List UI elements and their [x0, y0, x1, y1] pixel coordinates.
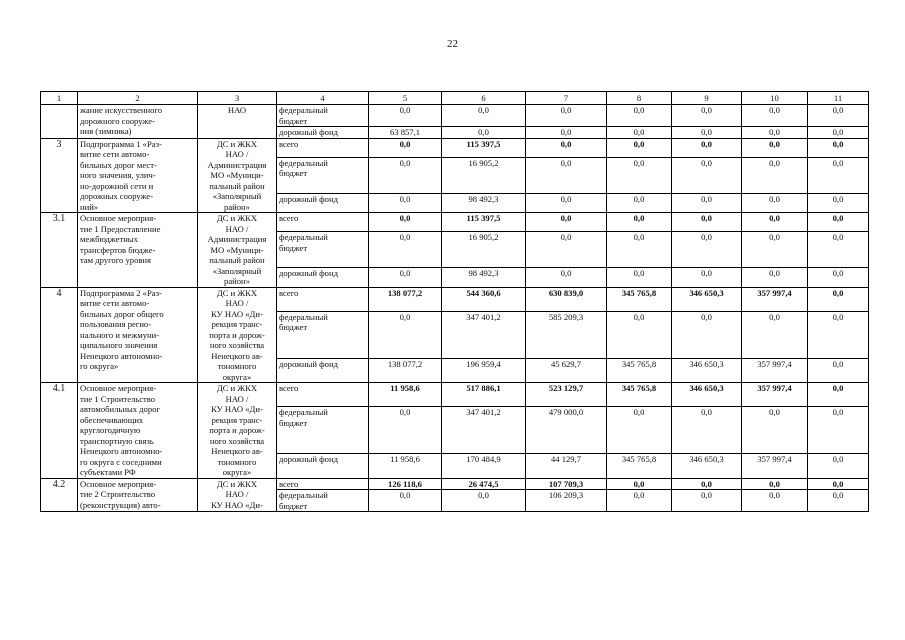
column-header-3: 3	[198, 92, 277, 105]
amount-cell: 0,0	[607, 127, 672, 139]
funding-source: федеральный бюджет	[277, 232, 369, 268]
amount-cell: 0,0	[742, 268, 808, 287]
amount-cell: 0,0	[607, 232, 672, 268]
column-header-10: 10	[742, 92, 808, 105]
funding-source: дорожный фонд	[277, 454, 369, 478]
amount-cell: 544 360,6	[442, 287, 526, 311]
amount-cell: 0,0	[672, 490, 742, 512]
amount-cell: 0,0	[742, 232, 808, 268]
page-number: 22	[447, 38, 458, 50]
funding-source: всего	[277, 478, 369, 490]
amount-cell: 346 650,3	[672, 358, 742, 382]
amount-cell: 0,0	[742, 478, 808, 490]
amount-cell: 0,0	[607, 407, 672, 454]
amount-cell: 0,0	[672, 311, 742, 358]
amount-cell: 63 857,1	[369, 127, 442, 139]
column-header-9: 9	[672, 92, 742, 105]
amount-cell: 346 650,3	[672, 287, 742, 311]
amount-cell: 107 709,3	[526, 478, 607, 490]
funding-source: дорожный фонд	[277, 358, 369, 382]
amount-cell: 0,0	[369, 193, 442, 212]
amount-cell: 0,0	[672, 157, 742, 193]
amount-cell: 0,0	[607, 193, 672, 212]
amount-cell: 345 765,8	[607, 383, 672, 407]
amount-cell: 0,0	[369, 311, 442, 358]
row-number: 3	[41, 138, 78, 213]
activity-name-text: Подпрограмма 1 «Раз- витие сети автомо- бильных дорог мест- ного значения, улич- но-дорожной сети и дорожных сооруже- ний»	[80, 138, 162, 212]
amount-cell: 138 077,2	[369, 287, 442, 311]
amount-cell: 196 959,4	[442, 358, 526, 382]
amount-cell: 357 997,4	[742, 287, 808, 311]
responsible-executor-text: НАО	[227, 105, 247, 115]
amount-cell: 0,0	[607, 478, 672, 490]
amount-cell: 523 129,7	[526, 383, 607, 407]
amount-cell: 0,0	[526, 193, 607, 212]
activity-name	[78, 478, 198, 512]
amount-cell: 0,0	[526, 213, 607, 232]
amount-cell: 0,0	[369, 157, 442, 193]
funding-source: дорожный фонд	[277, 193, 369, 212]
amount-cell: 138 077,2	[369, 358, 442, 382]
funding-source: федеральный бюджет	[277, 105, 369, 127]
activity-name-text: Основное мероприя- тие 2 Строительство (реконструкция) авто-	[80, 478, 161, 510]
amount-cell: 0,0	[672, 268, 742, 287]
amount-cell: 16 905,2	[442, 232, 526, 268]
amount-cell: 0,0	[808, 407, 869, 454]
amount-cell: 585 209,3	[526, 311, 607, 358]
row-number: 4.2	[41, 478, 78, 512]
amount-cell: 0,0	[607, 138, 672, 157]
activity-name	[78, 105, 198, 139]
activity-name	[78, 287, 198, 383]
amount-cell: 0,0	[672, 213, 742, 232]
amount-cell: 0,0	[672, 127, 742, 139]
amount-cell: 0,0	[526, 268, 607, 287]
table-row	[41, 213, 869, 232]
amount-cell: 11 958,6	[369, 454, 442, 478]
table-row	[41, 478, 869, 490]
amount-cell: 0,0	[369, 268, 442, 287]
funding-source: дорожный фонд	[277, 268, 369, 287]
activity-name-text: Основное мероприя- тие 1 Строительство автомобильных дорог обеспечивающих круглогодичную транспортную связь Ненецкого автономно- го округа с соседними субъектами РФ	[80, 383, 163, 477]
funding-source: всего	[277, 213, 369, 232]
amount-cell: 347 401,2	[442, 311, 526, 358]
responsible-executor-text: ДС и ЖКХ НАО / Администрация МО «Муници- пальный район «Заполярный район»	[207, 138, 267, 212]
table-row	[41, 383, 869, 407]
amount-cell: 26 474,5	[442, 478, 526, 490]
amount-cell: 347 401,2	[442, 407, 526, 454]
amount-cell: 357 997,4	[742, 358, 808, 382]
amount-cell: 0,0	[808, 138, 869, 157]
amount-cell: 0,0	[607, 157, 672, 193]
column-header-5: 5	[369, 92, 442, 105]
budget-table	[40, 91, 869, 512]
amount-cell: 0,0	[808, 127, 869, 139]
responsible-executor	[198, 383, 277, 479]
row-number: 4	[41, 287, 78, 383]
amount-cell: 0,0	[808, 454, 869, 478]
table-row	[41, 138, 869, 157]
activity-name	[78, 213, 198, 288]
amount-cell: 0,0	[607, 311, 672, 358]
amount-cell: 0,0	[808, 193, 869, 212]
activity-name	[78, 383, 198, 479]
amount-cell: 346 650,3	[672, 383, 742, 407]
table-row	[41, 105, 869, 127]
amount-cell: 0,0	[742, 138, 808, 157]
amount-cell: 0,0	[742, 407, 808, 454]
amount-cell: 0,0	[742, 490, 808, 512]
amount-cell: 0,0	[742, 311, 808, 358]
column-header-1: 1	[41, 92, 78, 105]
responsible-executor	[198, 287, 277, 383]
funding-source: федеральный бюджет	[277, 157, 369, 193]
column-header-8: 8	[607, 92, 672, 105]
amount-cell: 517 886,1	[442, 383, 526, 407]
amount-cell: 0,0	[607, 268, 672, 287]
column-header-2: 2	[78, 92, 198, 105]
amount-cell: 11 958,6	[369, 383, 442, 407]
row-number: 4.1	[41, 383, 78, 479]
amount-cell: 630 839,0	[526, 287, 607, 311]
amount-cell: 98 492,3	[442, 268, 526, 287]
amount-cell: 0,0	[369, 138, 442, 157]
activity-name	[78, 138, 198, 213]
activity-name-text: Подпрограмма 2 «Раз- витие сети автомо- бильных дорог общего пользования регио- нального и межмуни- ципального значения Ненецкого автономно- го округа»	[80, 287, 164, 371]
amount-cell: 0,0	[672, 407, 742, 454]
amount-cell: 0,0	[808, 311, 869, 358]
amount-cell: 0,0	[369, 232, 442, 268]
amount-cell: 0,0	[442, 105, 526, 127]
amount-cell: 0,0	[808, 478, 869, 490]
amount-cell: 0,0	[808, 213, 869, 232]
amount-cell: 0,0	[672, 232, 742, 268]
amount-cell: 0,0	[672, 138, 742, 157]
amount-cell: 170 484,9	[442, 454, 526, 478]
responsible-executor	[198, 138, 277, 213]
amount-cell: 0,0	[742, 213, 808, 232]
amount-cell: 0,0	[808, 232, 869, 268]
responsible-executor-text: ДС и ЖКХ НАО / КУ НАО «Ди- рекция транс- порта и дорож- ного хозяйства Ненецкого ав- тономного округа»	[209, 287, 265, 382]
column-header-11: 11	[808, 92, 869, 105]
amount-cell: 0,0	[808, 157, 869, 193]
amount-cell: 0,0	[442, 127, 526, 139]
amount-cell: 0,0	[607, 213, 672, 232]
responsible-executor	[198, 105, 277, 139]
column-header-4: 4	[277, 92, 369, 105]
amount-cell: 346 650,3	[672, 454, 742, 478]
funding-source: всего	[277, 287, 369, 311]
amount-cell: 479 000,0	[526, 407, 607, 454]
funding-source: федеральный бюджет	[277, 311, 369, 358]
activity-name-text: Основное мероприя- тие 1 Предоставление межбюджетных трансфертов бюдже- там другого уровня	[80, 213, 161, 265]
amount-cell: 0,0	[808, 358, 869, 382]
amount-cell: 345 765,8	[607, 287, 672, 311]
column-header-6: 6	[442, 92, 526, 105]
amount-cell: 45 629,7	[526, 358, 607, 382]
responsible-executor-text: ДС и ЖКХ НАО / КУ НАО «Ди- рекция транс- порта и дорож- ного хозяйства Ненецкого ав- тономного округа»	[209, 383, 265, 477]
amount-cell: 0,0	[369, 105, 442, 127]
amount-cell: 0,0	[808, 383, 869, 407]
amount-cell: 115 397,5	[442, 213, 526, 232]
amount-cell: 345 765,8	[607, 358, 672, 382]
amount-cell: 0,0	[672, 478, 742, 490]
funding-source: всего	[277, 383, 369, 407]
amount-cell: 0,0	[526, 232, 607, 268]
amount-cell: 0,0	[607, 490, 672, 512]
amount-cell: 0,0	[526, 127, 607, 139]
amount-cell: 0,0	[742, 127, 808, 139]
table-row	[41, 287, 869, 311]
amount-cell: 0,0	[526, 105, 607, 127]
column-number-row	[41, 92, 869, 105]
funding-source: дорожный фонд	[277, 127, 369, 139]
amount-cell: 16 905,2	[442, 157, 526, 193]
amount-cell: 0,0	[607, 105, 672, 127]
amount-cell: 44 129,7	[526, 454, 607, 478]
amount-cell: 0,0	[369, 213, 442, 232]
amount-cell: 345 765,8	[607, 454, 672, 478]
amount-cell: 0,0	[526, 157, 607, 193]
responsible-executor-text: ДС и ЖКХ НАО / Администрация МО «Муници- пальный район «Заполярный район»	[207, 213, 267, 286]
amount-cell: 0,0	[742, 105, 808, 127]
amount-cell: 0,0	[808, 268, 869, 287]
funding-source: федеральный бюджет	[277, 407, 369, 454]
column-header-7: 7	[526, 92, 607, 105]
amount-cell: 0,0	[672, 105, 742, 127]
amount-cell: 106 209,3	[526, 490, 607, 512]
funding-source: всего	[277, 138, 369, 157]
amount-cell: 126 118,6	[369, 478, 442, 490]
activity-name-text: жание искусственного дорожного сооруже- ния (зимника)	[80, 105, 162, 136]
amount-cell: 0,0	[672, 193, 742, 212]
amount-cell: 0,0	[808, 490, 869, 512]
row-number	[41, 105, 78, 139]
amount-cell: 0,0	[369, 490, 442, 512]
amount-cell: 0,0	[742, 157, 808, 193]
amount-cell: 357 997,4	[742, 383, 808, 407]
responsible-executor	[198, 478, 277, 512]
amount-cell: 0,0	[742, 193, 808, 212]
responsible-executor-text: ДС и ЖКХ НАО / КУ НАО «Ди-	[211, 478, 263, 510]
amount-cell: 98 492,3	[442, 193, 526, 212]
amount-cell: 0,0	[808, 287, 869, 311]
amount-cell: 0,0	[526, 138, 607, 157]
amount-cell: 357 997,4	[742, 454, 808, 478]
responsible-executor	[198, 213, 277, 288]
funding-source: федеральный бюджет	[277, 490, 369, 512]
amount-cell: 0,0	[369, 407, 442, 454]
amount-cell: 0,0	[442, 490, 526, 512]
amount-cell: 115 397,5	[442, 138, 526, 157]
row-number: 3.1	[41, 213, 78, 288]
amount-cell: 0,0	[808, 105, 869, 127]
